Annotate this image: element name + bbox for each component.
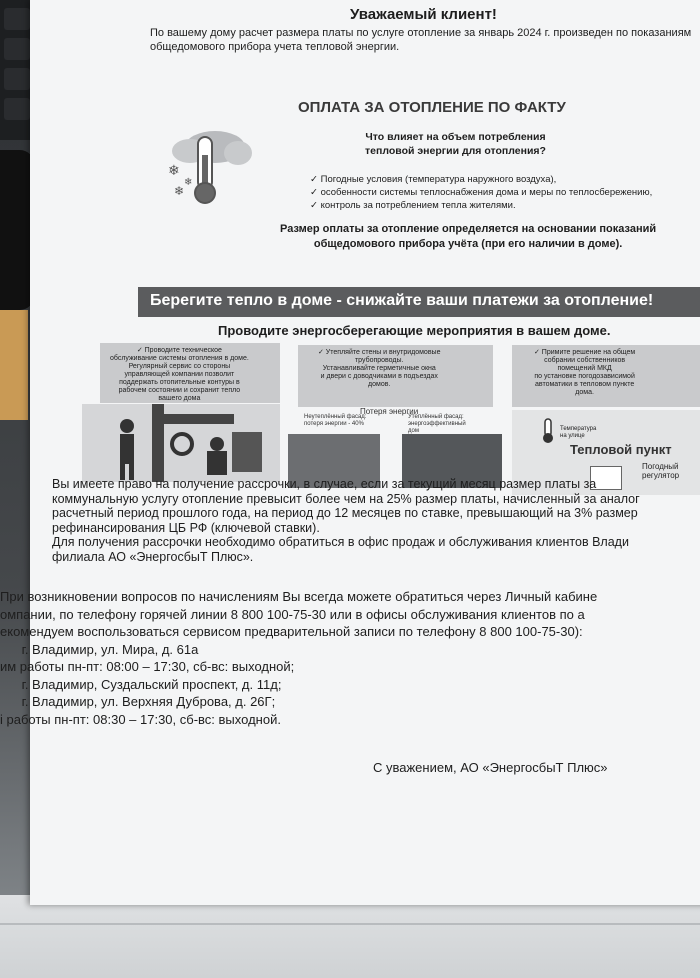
wooden-object xyxy=(0,310,28,420)
regulator-label: Погодный регулятор xyxy=(642,462,680,480)
tip-automation: ✓ Примите решение на общем собрании собственников помещений МКД по установке погодозависимой автоматики в тепловом пункте дома. xyxy=(512,345,700,407)
svg-text:❄: ❄ xyxy=(174,184,185,198)
tip-insulation: ✓ Утепляйте стены и внутридомовые трубопроводы. Устанавливайте герметичные окна и двери с доводчиками в подъездах домов. xyxy=(298,345,493,407)
heat-point-label: Тепловой пункт xyxy=(570,442,672,457)
tip-maintenance: ✓ Проводите техническое обслуживание системы отопления в доме. Регулярный сервис со стороны управляющей компании позволит поддержать отопительные контуры в рабочем состоянии и сохранит тепло вашего дома xyxy=(100,343,280,403)
section-title: ОПЛАТА ЗА ОТОПЛЕНИЕ ПО ФАКТУ xyxy=(298,99,566,116)
paper-bottom-sheet xyxy=(0,895,700,978)
factor-list xyxy=(310,173,652,212)
payment-basis-text: Размер оплаты за отопление определяется на основании показаний общедомового прибора учёта (при его наличии в доме). xyxy=(280,223,657,250)
intro-text: По вашему дому расчет размера платы по услуге отопление за январь 2024 г. произведен по показаниям общедомового прибора учета тепловой энергии. xyxy=(150,27,692,53)
phone xyxy=(0,150,34,310)
insulated-label: Утеплённый фасад: энергоэффективный дом xyxy=(408,414,466,434)
savings-banner: Берегите тепло в доме - снижайте ваши платежи за отопление! xyxy=(138,287,700,317)
list-item: ✓ Погодные условия (температура наружного воздуха), xyxy=(310,173,652,186)
banner-subtitle: Проводите энергосберегающие мероприятия в вашем доме. xyxy=(218,323,611,338)
list-item: ✓ особенности системы теплоснабжения дома и меры по теплосбережению, xyxy=(310,186,652,199)
signature: С уважением, АО «ЭнергосбыТ Плюс» xyxy=(373,760,608,775)
svg-text:❄: ❄ xyxy=(168,162,180,178)
greeting: Уважаемый клиент! xyxy=(350,6,497,23)
list-item: ✓ контроль за потреблением тепла жителями. xyxy=(310,199,652,212)
uninsulated-label: Неутеплённый фасад: потеря энергии - 40% xyxy=(304,414,367,427)
workers-illustration xyxy=(82,404,280,482)
svg-text:❄: ❄ xyxy=(184,177,193,188)
temperature-label: Температура на улице xyxy=(560,426,597,439)
energy-loss-title: Потеря энергии xyxy=(360,407,419,416)
installment-text: Вы имеете право на получение рассрочки, в случае, если за текущий месяц размер платы за коммунальную услугу отопление превысит более чем на 25% размер платы, начисленный за аналог расчетный период прошлого года, на период до 12 месяцев по ставке, превышающий на 3% размер рефинансирования ЦБ РФ (ключевой ставки). Для получения рассрочки необходимо обратиться в офис продаж и обслуживания клиентов Влади филиала АО «ЭнергосбыТ Плюс». xyxy=(52,477,640,564)
question-text: Что влияет на объем потребления тепловой энергии для отопления? xyxy=(365,131,546,157)
thermometer-icon xyxy=(542,418,554,444)
workers-icon xyxy=(82,404,280,482)
contacts-text: При возникновении вопросов по начислениям Вы всегда можете обратиться через Личный кабине омпании, по телефону горячей линии 8 800 100-75-30 или в офисы обслуживания клиентов по а екомендуем воспользоваться сервисом предварительной записи по телефону 8 800 100-75-30): г. Владимир, ул. Мира, д. 61а им работы пн-пт: 08:00 – 17:30, сб-вс: выходной; г. Владимир, Суздальский проспект, д. 11д; г. Владимир, ул. Верхняя Дуброва, д. 26Г; і работы пн-пт: 08:30 – 17:30, сб-вс: выходной. xyxy=(0,589,598,727)
thermometer-illustration xyxy=(160,125,255,210)
